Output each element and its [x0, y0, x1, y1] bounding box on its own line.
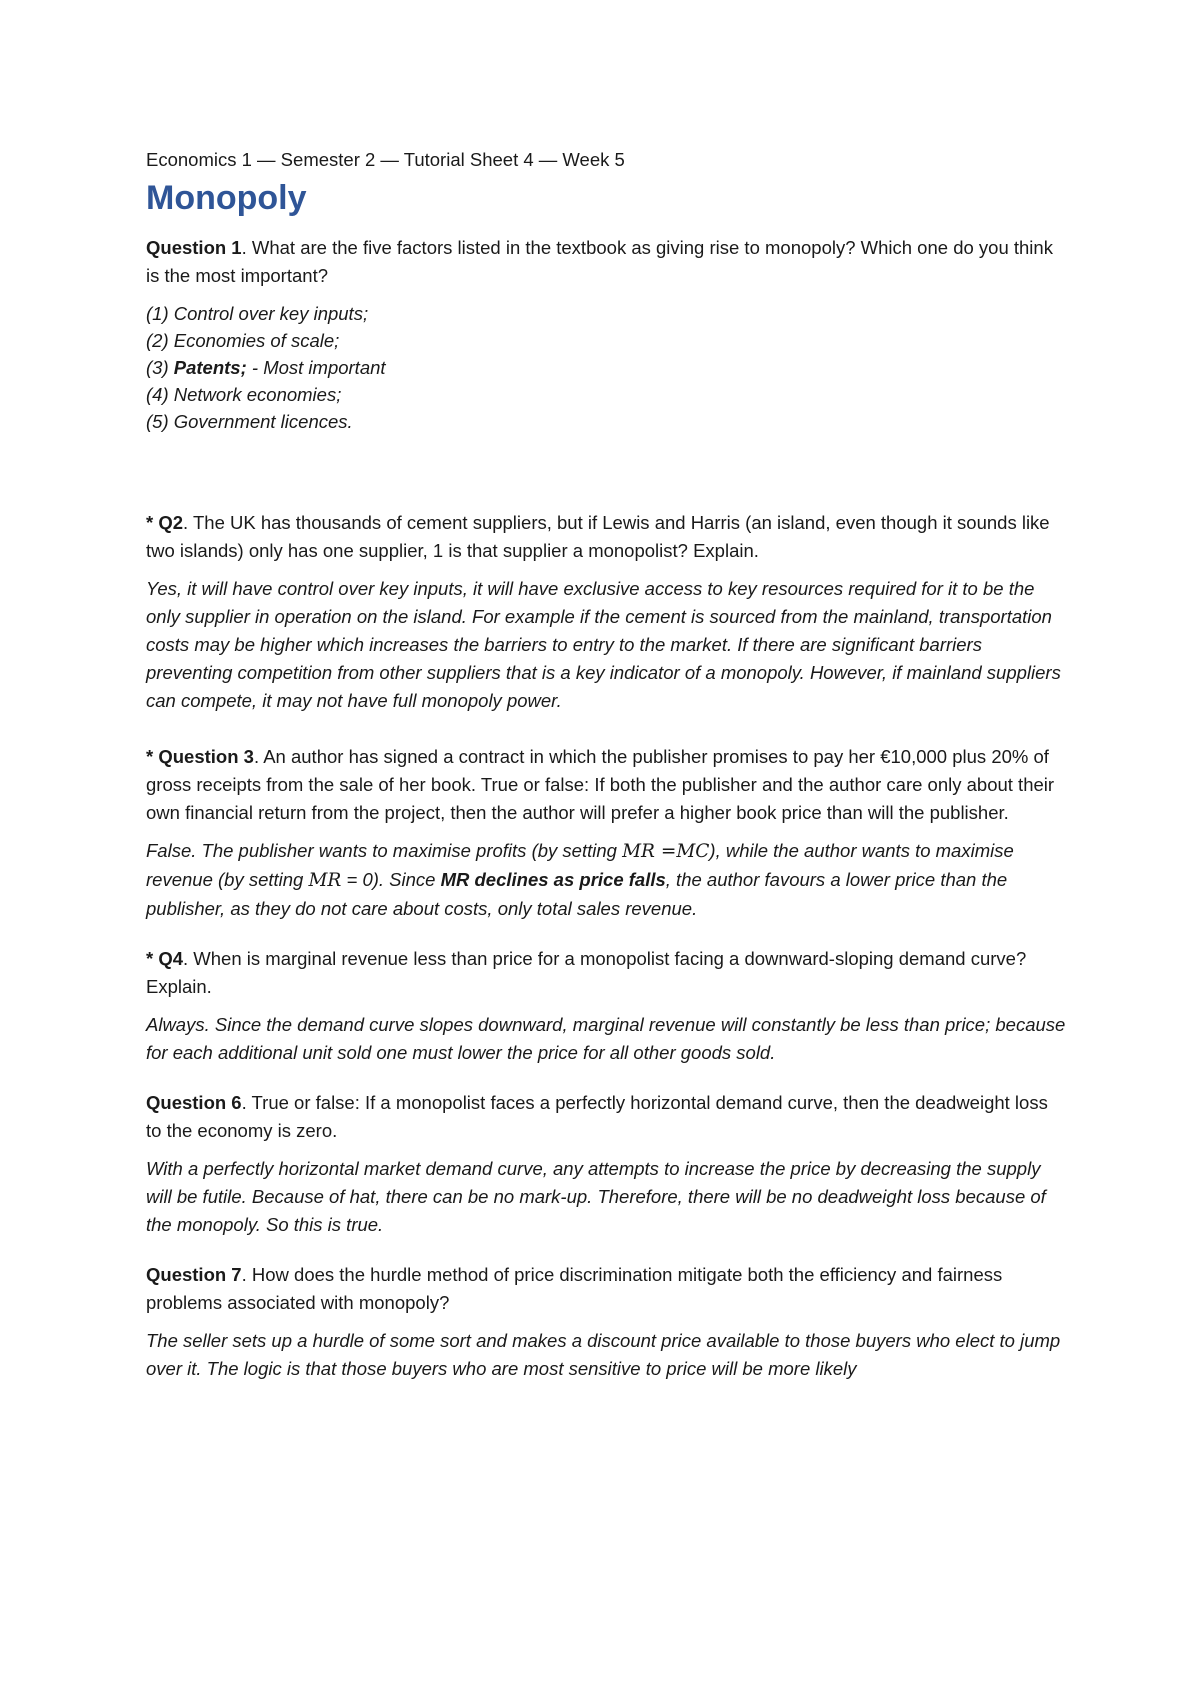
answer-6: With a perfectly horizontal market demand curve, any attempts to increase the price by decreasing the supply will be futile. Because of hat, there can be no mark-up. Therefore, there will be no deadweight loss because of the monopoly. So this is true. [146, 1158, 1046, 1235]
question-6-text: Question 6. True or false: If a monopolist faces a perfectly horizontal demand curve, then the deadweight loss to the economy is zero. [146, 1092, 1048, 1141]
question-3-text: * Question 3. An author has signed a contract in which the publisher promises to pay her €10,000 plus 20% of gross receipts from the sale of her book. True or false: If both the publisher and the author care only about their own financial return from the project, then the author will prefer a higher book price than will the publisher. [146, 746, 1055, 823]
answer-2: Yes, it will have control over key inputs, it will have exclusive access to key resources required for it to be the only supplier in operation on the island. For example if the cement is sourced from the mainland, transportation costs may be higher which increases the barriers to entry to the market. If there are significant barriers preventing competition from other suppliers that is a key indicator of a monopoly. However, if mainland suppliers can compete, it may not have full monopoly power. [146, 578, 1061, 711]
question-1-text: Question 1. What are the five factors listed in the textbook as giving rise to monopoly? Which one do you think is the most important? [146, 237, 1053, 286]
question-4-text: * Q4. When is marginal revenue less than price for a monopolist facing a downward-sloping demand curve? Explain. [146, 948, 1027, 997]
question-7-text: Question 7. How does the hurdle method of price discrimination mitigate both the efficiency and fairness problems associated with monopoly? [146, 1264, 1003, 1313]
question-7 [146, 1261, 1066, 1383]
question-3 [146, 743, 1066, 923]
answer-7: The seller sets up a hurdle of some sort and makes a discount price available to those buyers who elect to jump over it. The logic is that those buyers who are most sensitive to price will be more likely [146, 1330, 1061, 1379]
list-item: (5) Government licences. [146, 411, 353, 432]
question-1 [146, 234, 1066, 435]
question-1-label: Question 1 [146, 237, 242, 258]
answer-3: False. The publisher wants to maximise profits (by setting MR =MC), while the author wants to maximise revenue (by setting MR = 0). Since MR declines as price falls, the author favours a lower price than the publisher, as they do not care about costs, only total sales revenue. [146, 840, 1014, 919]
course-header: Economics 1 — Semester 2 — Tutorial Sheet 4 — Week 5 [146, 149, 625, 170]
answer-4: Always. Since the demand curve slopes downward, marginal revenue will constantly be less than price; because for each additional unit sold one must lower the price for all other goods sold. [146, 1014, 1066, 1063]
list-item: (4) Network economies; [146, 384, 342, 405]
list-item: (2) Economies of scale; [146, 330, 340, 351]
question-4 [146, 945, 1066, 1067]
factor-list [146, 300, 1066, 435]
question-4-label: * Q4 [146, 948, 184, 969]
list-item: (3) Patents; - Most important [146, 357, 386, 378]
question-3-label: * Question 3 [146, 746, 254, 767]
question-7-label: Question 7 [146, 1264, 242, 1285]
question-6 [146, 1089, 1066, 1239]
document-page [146, 146, 1066, 1383]
page-title: Monopoly [146, 179, 307, 217]
question-6-label: Question 6 [146, 1092, 242, 1113]
question-2-text: * Q2. The UK has thousands of cement suppliers, but if Lewis and Harris (an island, even though it sounds like two islands) only has one supplier, 1 is that supplier a monopolist? Explain. [146, 512, 1050, 561]
list-item: (1) Control over key inputs; [146, 303, 369, 324]
question-2 [146, 509, 1066, 715]
question-2-label: * Q2 [146, 512, 184, 533]
